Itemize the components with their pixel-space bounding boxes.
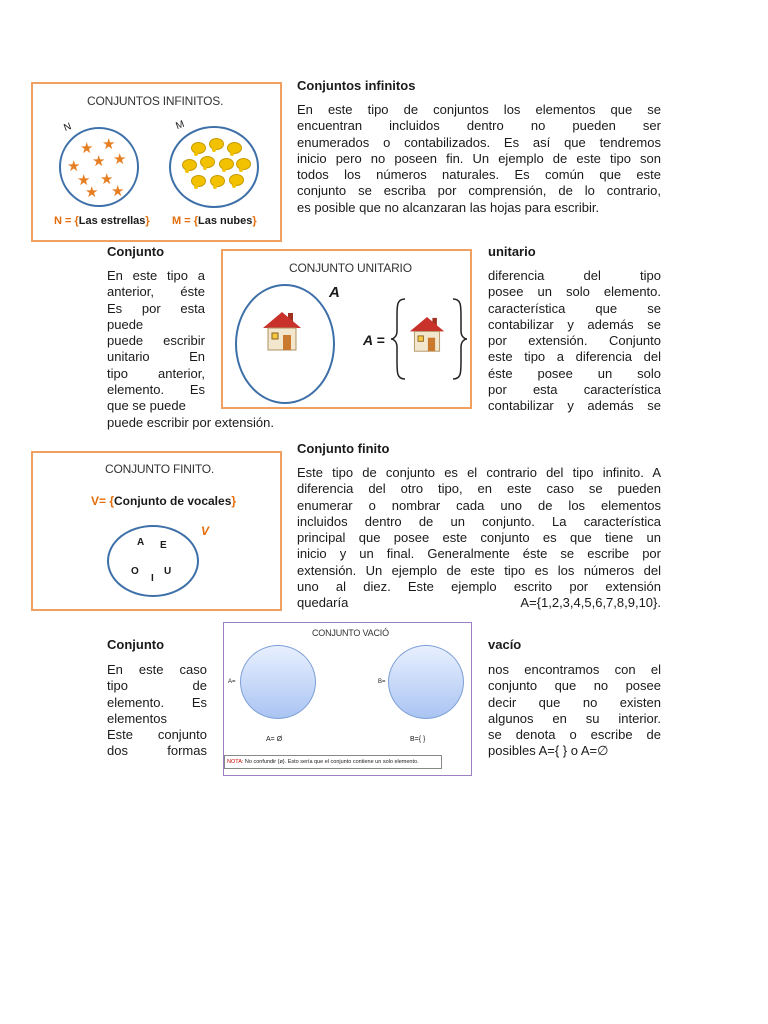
star-icon: ★ (85, 184, 99, 201)
section-heading-finite: Conjunto finito (297, 441, 390, 456)
paragraph-empty-left: En este caso tipo de elemento. Es elementos Este conjunto dos formas (107, 662, 207, 759)
caption-vowels: V= {Conjunto de vocales} (91, 494, 237, 508)
star-icon: ★ (113, 151, 127, 168)
empty-set-figure (223, 622, 472, 776)
stars-set-circle (59, 127, 139, 207)
figure-title: CONJUNTO UNITARIO (289, 261, 412, 275)
section-heading-unit-left: Conjunto (107, 244, 165, 259)
set-label-a: A= (228, 679, 236, 685)
star-icon: ★ (100, 171, 114, 188)
set-label-n: N (62, 121, 73, 134)
caption-clouds: M = {Las nubes} (172, 215, 257, 227)
unit-set-circle (235, 284, 335, 404)
cloud-icon (191, 175, 206, 187)
caption-empty-b: B={ } (410, 736, 426, 743)
vowel-item: U (164, 566, 172, 577)
clouds-set-circle (169, 126, 259, 208)
vowel-item: E (160, 540, 167, 551)
caption-empty-a: A= Ø (266, 736, 283, 743)
figure-title: CONJUNTO VACIÓ (312, 628, 389, 638)
cloud-icon (229, 174, 244, 186)
cloud-icon (227, 142, 242, 154)
set-equation: A = (363, 332, 385, 348)
star-icon: ★ (80, 140, 94, 157)
empty-set-note: NOTA: No confundir {ø}. Esto sería que el conjunto contiene un solo elemento. (224, 755, 442, 769)
figure-title: CONJUNTOS INFINITOS. (87, 94, 224, 108)
star-icon: ★ (92, 153, 106, 170)
paragraph-finite: Este tipo de conjunto es el contrario del tipo infinito. A diferencia del otro tipo, en este caso se pueden enumerar o nombrar cada uno de los elementos incluidos dentro de un conjunto. La característica principal que posee este conjunto es que tiene un inicio y un final. Generalmente éste se escribe por extensión. Un ejemplo de este tipo es los números del uno al diez. Este ejemplo escrito por extensión quedaría A={1,2,3,4,5,6,7,8,9,10}. (297, 465, 661, 611)
section-heading-empty-right: vacío (488, 637, 522, 652)
empty-set-circle-b (388, 645, 464, 719)
paragraph-unit-right: diferencia del tipo posee un solo elemento. característica que se contabilizar y además se por extensión. Conjunto este tipo a diferencia del éste posee un solo por esta característica contabilizar y además se (488, 268, 661, 414)
vowel-item: I (151, 573, 154, 584)
star-icon: ★ (77, 172, 91, 189)
star-icon: ★ (67, 158, 81, 175)
vowel-item: A (137, 537, 145, 548)
house-icon (262, 310, 302, 354)
star-icon: ★ (102, 136, 116, 153)
set-label-v: V (201, 524, 210, 538)
cloud-icon (182, 159, 197, 171)
star-icon: ★ (111, 183, 125, 200)
section-heading-empty-left: Conjunto (107, 637, 165, 652)
cloud-icon (200, 156, 215, 168)
vowels-set-circle (107, 525, 199, 597)
cloud-icon (236, 158, 251, 170)
paragraph-unit-left: En este tipo a anterior, éste Es por esta puede puede escribir unitario En tipo anterior, elemento. Es que se puede (107, 268, 205, 414)
house-icon (409, 315, 445, 355)
set-label-a: A (329, 284, 340, 301)
cloud-icon (219, 158, 234, 170)
paragraph-unit-bottom: puede escribir por extensión. (107, 415, 274, 430)
caption-stars: N = {Las estrellas} (54, 215, 150, 227)
finite-set-figure (31, 451, 282, 611)
vowel-item: O (131, 566, 139, 577)
paragraph-empty-right: nos encontramos con el conjunto que no posee decir que no existen algunos en su interior. se denota o escribe de posibles A={ } o A=∅ (488, 662, 661, 759)
section-heading-unit-right: unitario (488, 244, 536, 259)
set-label-b: B= (378, 679, 386, 685)
infinite-sets-figure (31, 82, 282, 242)
cloud-icon (210, 175, 225, 187)
set-label-m: M (174, 118, 186, 133)
cloud-icon (209, 138, 224, 150)
paragraph-infinite: En este tipo de conjuntos los elementos que se encuentran incluidos dentro no pueden ser enumerados o contabilizados. Es así que tendremos inicio pero no poseen fin. Un ejemplo de este tipo son todos los números naturales. Es común que este conjunto se escriba por comprensión, de lo contrario, es posible que no alcanzaran las hojas para escribir. (297, 102, 661, 215)
cloud-icon (191, 142, 206, 154)
unit-set-figure (221, 249, 472, 409)
figure-title: CONJUNTO FINITO. (105, 462, 215, 476)
section-heading-infinite: Conjuntos infinitos (297, 78, 416, 93)
empty-set-circle-a (240, 645, 316, 719)
